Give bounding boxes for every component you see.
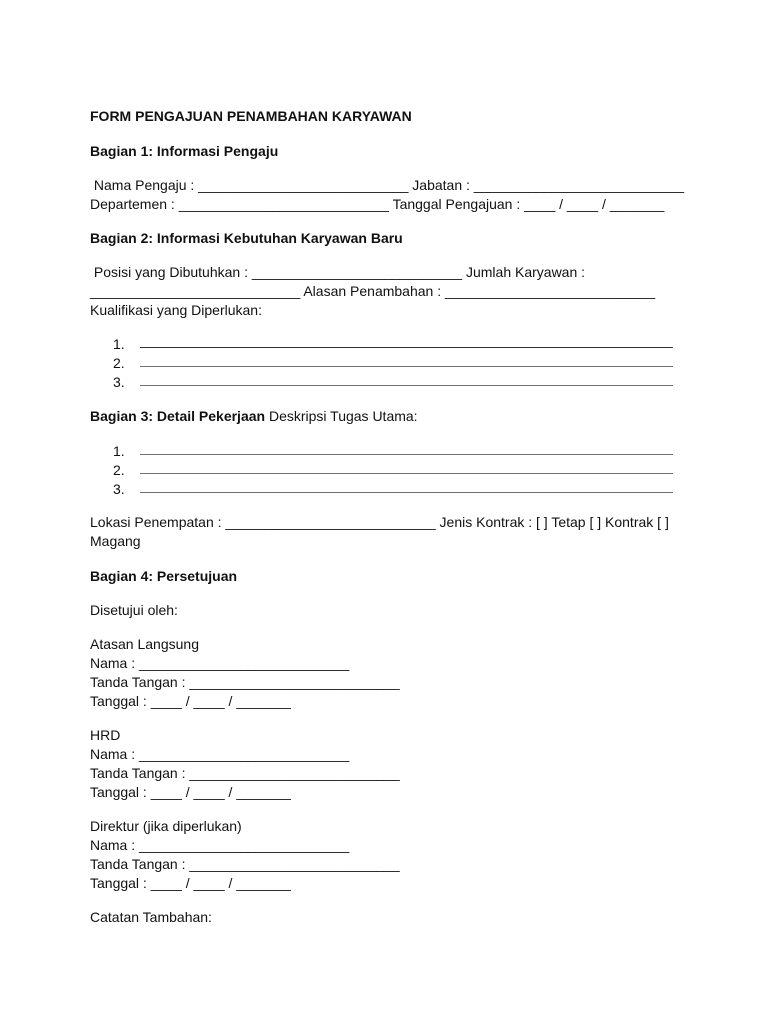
qualification-number-2: 2. xyxy=(113,355,125,371)
task-number-1: 1. xyxy=(113,443,125,459)
approver-name-line: Nama : ___________________________ xyxy=(90,837,350,853)
section-3-heading-line xyxy=(90,407,418,426)
approver-role: Atasan Langsung xyxy=(90,636,199,652)
additional-notes-label: Catatan Tambahan: xyxy=(90,909,212,925)
approver-date-line: Tanggal : ____ / ____ / _______ xyxy=(90,693,291,709)
applicant-name-position-line: Nama Pengaju : ___________________________ Jabatan : ___________________________ xyxy=(90,177,685,193)
qualification-line-2[interactable] xyxy=(140,366,673,367)
approver-date-line: Tanggal : ____ / ____ / _______ xyxy=(90,875,291,891)
task-number-2: 2. xyxy=(113,462,125,478)
task-line-2[interactable] xyxy=(140,473,673,474)
approver-signature-line: Tanda Tangan : ___________________________ xyxy=(90,856,400,872)
qualifications-label: Kualifikasi yang Diperlukan: xyxy=(90,302,262,318)
position-count-line: Posisi yang Dibutuhkan : ___________________________ Jumlah Karyawan : xyxy=(90,264,586,280)
location-contract-line: Lokasi Penempatan : ___________________________ Jenis Kontrak : [ ] Tetap [ ] Kontrak [ ] xyxy=(90,514,669,530)
approver-name-line: Nama : ___________________________ xyxy=(90,746,350,762)
approver-signature-line: Tanda Tangan : ___________________________ xyxy=(90,765,400,781)
section-3-heading: Bagian 3: Detail Pekerjaan xyxy=(90,408,266,424)
approver-role: HRD xyxy=(90,727,121,743)
reason-line: ___________________________ Alasan Penambahan : ___________________________ xyxy=(90,283,656,299)
task-number-3: 3. xyxy=(113,481,125,497)
qualification-line-3[interactable] xyxy=(140,385,673,386)
approver-role: Direktur (jika diperlukan) xyxy=(90,818,242,834)
department-date-line: Departemen : ___________________________ Tanggal Pengajuan : ____ / ____ / _______ xyxy=(90,196,665,212)
task-description-label: Deskripsi Tugas Utama: xyxy=(265,408,418,424)
form-title: FORM PENGAJUAN PENAMBAHAN KARYAWAN xyxy=(90,108,412,124)
section-2-heading: Bagian 2: Informasi Kebutuhan Karyawan Baru xyxy=(90,230,403,246)
task-line-3[interactable] xyxy=(140,492,673,493)
section-4-heading: Bagian 4: Persetujuan xyxy=(90,568,238,584)
approver-name-line: Nama : ___________________________ xyxy=(90,655,350,671)
approver-signature-line: Tanda Tangan : ___________________________ xyxy=(90,674,400,690)
section-1-heading: Bagian 1: Informasi Pengaju xyxy=(90,143,279,159)
approved-by-label: Disetujui oleh: xyxy=(90,602,178,618)
approver-date-line: Tanggal : ____ / ____ / _______ xyxy=(90,784,291,800)
qualification-number-1: 1. xyxy=(113,336,125,352)
qualification-number-3: 3. xyxy=(113,374,125,390)
qualification-line-1[interactable] xyxy=(140,347,673,348)
contract-internship-line: Magang xyxy=(90,533,141,549)
task-line-1[interactable] xyxy=(140,454,673,455)
